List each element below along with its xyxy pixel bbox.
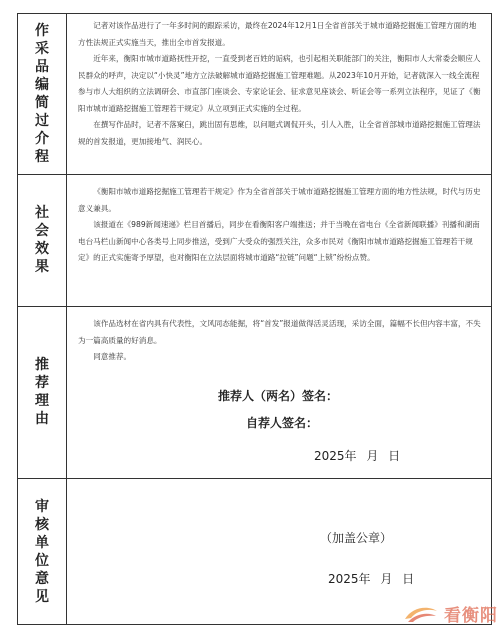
summary-paragraph: 在撰写作品时，记者不落窠臼，跳出固有思维，以问题式调侃开头，引人入胜，让全省首部城市道路挖掘施工管理法规的首发报道，更加接地气、润民心。 xyxy=(78,120,481,146)
watermark xyxy=(402,601,498,626)
summary-paragraph: 记者对该作品进行了一年多时间的跟踪采访，最终在2024年12月1日全省首部关于城市道路挖掘施工管理方面的地方性法规正式实施当天，推出全市首发报道。 xyxy=(78,21,477,47)
reason-label-cell xyxy=(18,306,66,478)
self-recommender-signature-label: 自荐人签名： xyxy=(246,416,319,430)
effect-paragraph: 该报道在《989新闻速递》栏目首播后，同步在看衡阳客户端推送；并于当晚在省电台《全省新闻联播》刊播和湖南电台马栏山新闻中心各类号上同步推送，受到广大受众的强烈关注，众多市民对《衡阳市城市道路挖掘施工管理若干规定》的正式实施寄予厚望，也对衡阳在立法层面将城市道路“拉链”问题“上锁”纷纷点赞。 xyxy=(78,220,480,262)
summary-content xyxy=(78,18,483,150)
reason-paragraph: 同意推荐。 xyxy=(93,352,132,361)
effect-label: 社会效果 xyxy=(35,205,49,275)
reason-label: 推荐理由 xyxy=(35,357,49,427)
summary-paragraph: 近年来，衡阳市城市道路抚性开挖，一直受到老百姓的诟病，也引起相关职能部门的关注，衡阳市人大常委会顺应人民群众的呼声，决定以“小快灵”地方立法破解城市道路挖掘施工管理难题。从2023年10月开始，记者就深入一线全流程参与市人大组织的立法调研会、市直部门座谈会、专家论证会、征求意见座谈会、听证会等一系列立法程序，见证了《衡阳市城市道路挖掘施工管理若干规定》从立项到正式实施的全过程。 xyxy=(78,54,481,113)
review-label: 审核单位意见 xyxy=(35,499,49,605)
watermark-text: 看衡阳 xyxy=(444,606,498,626)
reason-content xyxy=(78,316,483,366)
form-table xyxy=(17,13,492,625)
effect-content xyxy=(78,184,483,267)
effect-label-cell xyxy=(18,174,66,306)
review-label-cell xyxy=(18,478,66,626)
official-seal-placeholder: （加盖公章） xyxy=(320,531,393,545)
row-divider xyxy=(18,478,491,479)
column-divider xyxy=(66,14,67,624)
row-divider xyxy=(18,306,491,307)
summary-label-cell xyxy=(18,14,66,174)
logo-swirl-icon xyxy=(402,603,440,625)
reason-paragraph: 该作品选材在省内具有代表性，文风同态能掘，将“首发”报道做得活灵活现，采访全面，篇幅不长但内容丰富，不失为一篇高质量的好消息。 xyxy=(78,319,481,345)
effect-paragraph: 《衡阳市城市道路挖掘施工管理若干规定》作为全省首部关于城市道路挖掘施工管理方面的地方性法规，时代与历史意义兼具。 xyxy=(78,187,481,213)
recommender-signature-label: 推荐人（两名）签名： xyxy=(218,389,339,403)
summary-label: 作采品编简过介程 xyxy=(35,23,49,165)
row-divider xyxy=(18,174,491,175)
reason-date: 2025年 月 日 xyxy=(314,449,401,463)
review-date: 2025年 月 日 xyxy=(328,572,415,586)
